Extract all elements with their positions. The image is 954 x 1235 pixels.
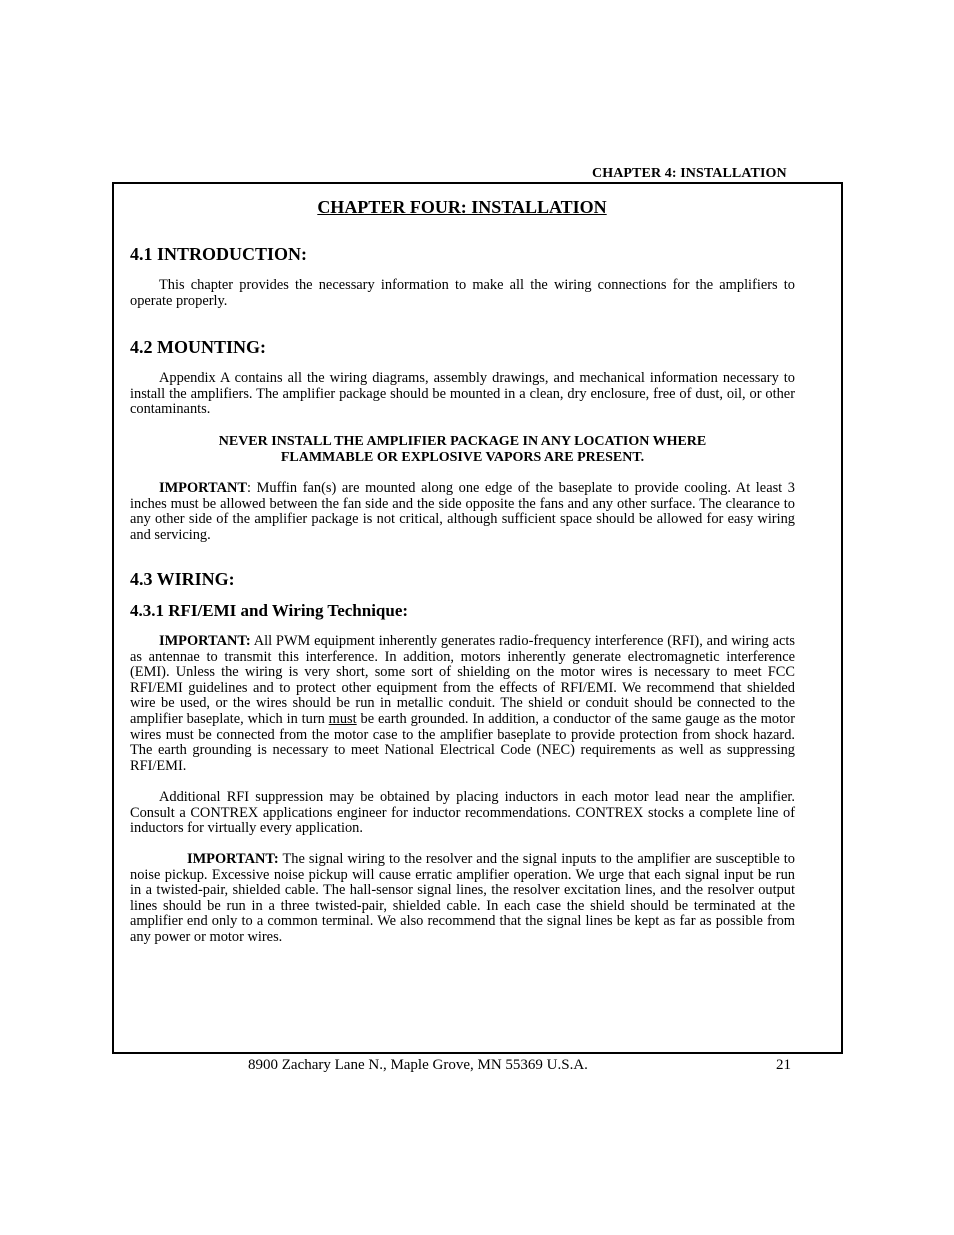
must-underlined: must [328, 710, 357, 727]
section-heading-wiring: 4.3 WIRING: [130, 569, 235, 589]
important-label: IMPORTANT: [187, 851, 279, 867]
rfi-important-paragraph [130, 634, 795, 774]
page-number: 21 [776, 1057, 791, 1073]
signal-wiring-text: The signal wiring to the resolver and the signal inputs to the amplifier are susceptible to noise pickup. Excessive noise pickup will cause erratic amplifier operation. We urge that each signal input be run in a twisted-pair, shielded cable. The hall-sensor signal lines, the resolver excitation lines, and the resolver output lines should be run in a three twisted-pair, shielded cable. In each case the shield should be terminated at the amplifier end only to a common terminal. We also recommend that the signal lines be kept as far as possible from any power or motor wires. [130, 851, 795, 945]
safety-warning-line-1: NEVER INSTALL THE AMPLIFIER PACKAGE IN ANY LOCATION WHERE [218, 434, 707, 449]
safety-warning-line-2: FLAMMABLE OR EXPLOSIVE VAPORS ARE PRESENT. [280, 449, 645, 465]
important-label: IMPORTANT [159, 480, 247, 496]
cooling-important-text: : Muffin fan(s) are mounted along one edge of the baseplate to provide cooling. At least 3 inches must be allowed between the fan side and the side opposite the fans and any other surface. The clearance to any other side of the amplifier package is not critical, although sufficient space should be allowed for easy wiring and servicing. [130, 480, 795, 543]
footer-address: 8900 Zachary Lane N., Maple Grove, MN 55369 U.S.A. [248, 1057, 588, 1073]
safety-warning [130, 434, 795, 465]
cooling-important-paragraph [130, 481, 795, 543]
section-heading-mounting: 4.2 MOUNTING: [130, 337, 266, 357]
suppression-paragraph: Additional RFI suppression may be obtained by placing inductors in each motor lead near the amplifier. Consult a CONTREX applications engineer for inductor recommendations. CONTREX stocks a complete line of inductors for virtually every application. [130, 789, 795, 837]
introduction-paragraph: This chapter provides the necessary information to make all the wiring connections for the amplifiers to operate properly. [130, 277, 795, 309]
chapter-title: CHAPTER FOUR: INSTALLATION [317, 197, 607, 217]
mounting-paragraph: Appendix A contains all the wiring diagrams, assembly drawings, and mechanical information necessary to install the amplifiers. The amplifier package should be mounted in a clean, dry enclosure, free of dust, oil, or other contaminants. [130, 370, 795, 418]
signal-wiring-important-paragraph [130, 852, 795, 946]
running-header: CHAPTER 4: INSTALLATION [592, 166, 787, 181]
rfi-text-part-2: be earth grounded. In addition, a conductor of the same gauge as the motor wires must be connected from the motor case to the amplifier baseplate to provide protection from shock hazard. The earth grounding is necessary to meet National Electrical Code (NEC) requirements as well as suppressing RFI/EMI. [130, 710, 795, 774]
section-heading-introduction: 4.1 INTRODUCTION: [130, 244, 308, 264]
important-label: IMPORTANT: [159, 633, 251, 649]
rfi-text-part-1: All PWM equipment inherently generates radio-frequency interference (RFI), and wiring acts as antennae to transmit this interference. In addition, motors inherently generate electromagnetic interference (EMI). Unless the wiring is very short, some sort of shielding on the motor wires is necessary to meet FCC RFI/EMI guidelines and to protect other equipment from the effects of RFI/EMI. We recommend that shielded wire be used, or the wires should be run in metallic conduit. The shield or conduit should be connected to the amplifier baseplate, which in turn [130, 633, 795, 727]
subsection-heading-rfi-emi: 4.3.1 RFI/EMI and Wiring Technique: [130, 601, 409, 620]
